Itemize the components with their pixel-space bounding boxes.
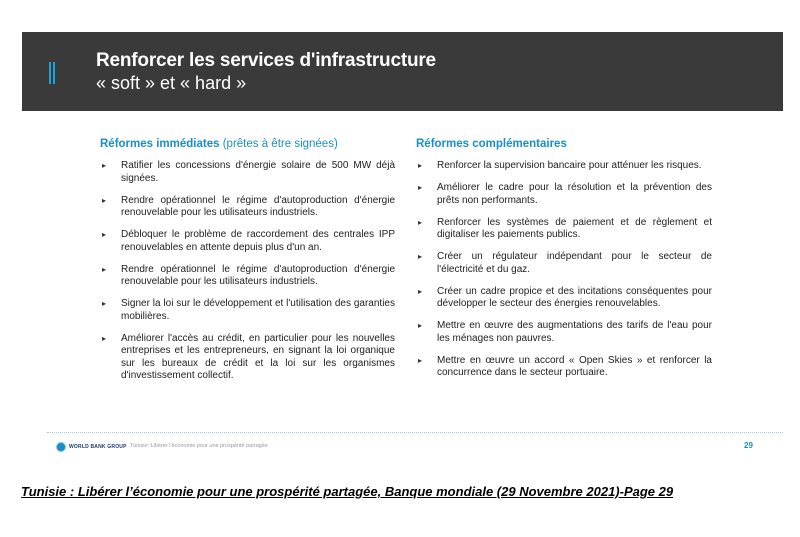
bullet-icon: ▸ xyxy=(102,333,107,343)
slide-subtitle: « soft » et « hard » xyxy=(96,73,247,93)
list-item xyxy=(416,320,712,345)
list-item xyxy=(100,264,395,289)
bullet-icon: ▸ xyxy=(418,252,423,261)
bullet-icon: ▸ xyxy=(102,299,107,308)
list-item-text: Créer un cadre propice et des incitations conséquentes pour développer le secteur des énergies renouvelables. xyxy=(437,285,712,309)
bullet-icon: ▸ xyxy=(102,264,107,274)
list-item-text: Rendre opérationnel le régime d'autoproduction d'énergie renouvelable pour les utilisateurs industriels. xyxy=(121,263,395,287)
list-item xyxy=(416,160,712,173)
list-item xyxy=(100,229,395,254)
immediate-reforms-list xyxy=(100,160,395,383)
list-item-text: Créer un régulateur indépendant pour le secteur de l'électricité et du gaz. xyxy=(437,251,712,275)
bullet-icon: ▸ xyxy=(418,286,423,296)
list-item-text: Améliorer l'accès au crédit, en particulier pour les nouvelles entreprises et les entrepreneurs, en signant la loi organique sur les bureaux de crédit et la loi sur les organismes d'investissement collectif. xyxy=(121,332,395,381)
list-item-text: Rendre opérationnel le régime d'autoproduction d'énergie renouvelable pour les utilisateurs industriels. xyxy=(121,194,395,218)
list-item xyxy=(416,182,712,207)
footer-divider xyxy=(47,432,783,433)
bullet-icon: ▸ xyxy=(102,195,107,205)
immediate-reforms-title-strong: Réformes immédiates xyxy=(100,138,220,150)
list-item xyxy=(100,298,395,323)
complementary-reforms-title-strong: Réformes complémentaires xyxy=(416,138,567,150)
bullet-icon: ▸ xyxy=(102,161,107,170)
immediate-reforms-title xyxy=(100,138,395,152)
complementary-reforms-title xyxy=(416,138,712,152)
list-item xyxy=(100,333,395,383)
list-item xyxy=(100,160,395,185)
bullet-icon: ▸ xyxy=(418,321,423,330)
header-accent-bar xyxy=(49,62,55,84)
source-caption: Tunisie : Libérer l’économie pour une prospérité partagée, Banque mondiale (29 Novembre 2021)-Page 29 xyxy=(21,484,674,499)
world-bank-logo xyxy=(56,441,127,453)
slide-title: Renforcer les services d'infrastructure xyxy=(96,50,436,71)
list-item xyxy=(100,195,395,220)
list-item-text: Signer la loi sur le développement et l'utilisation des garanties mobilières. xyxy=(121,298,395,322)
complementary-reforms-column xyxy=(416,138,712,389)
slide-header xyxy=(22,32,783,111)
bullet-icon: ▸ xyxy=(102,230,107,239)
list-item-text: Renforcer les systèmes de paiement et de règlement et digitaliser les paiements publics. xyxy=(437,216,712,240)
list-item-text: Mettre en œuvre des augmentations des tarifs de l'eau pour les ménages non pauvres. xyxy=(437,320,712,344)
logo-text: WORLD BANK GROUP xyxy=(69,444,127,450)
page-number: 29 xyxy=(744,441,753,450)
immediate-reforms-title-rest: (prêtes à être signées) xyxy=(219,138,338,150)
list-item xyxy=(416,355,712,380)
bullet-icon: ▸ xyxy=(418,183,423,192)
bullet-icon: ▸ xyxy=(418,217,423,227)
immediate-reforms-column xyxy=(100,138,395,392)
list-item xyxy=(416,286,712,311)
footer-text: Tunisie: Libérer l'économie pour une prospérité partagée xyxy=(130,443,268,449)
bullet-icon: ▸ xyxy=(418,355,423,365)
list-item-text: Mettre en œuvre un accord « Open Skies » et renforcer la concurrence dans le secteur portuaire. xyxy=(437,354,712,378)
list-item-text: Améliorer le cadre pour la résolution et la prévention des prêts non performants. xyxy=(437,182,712,206)
globe-icon xyxy=(56,442,66,452)
list-item-text: Renforcer la supervision bancaire pour atténuer les risques. xyxy=(437,160,702,171)
complementary-reforms-list xyxy=(416,160,712,380)
list-item-text: Débloquer le problème de raccordement des centrales IPP renouvelables en attente depuis plus d'un an. xyxy=(121,229,395,253)
list-item-text: Ratifier les concessions d'énergie solaire de 500 MW déjà signées. xyxy=(121,160,395,184)
bullet-icon: ▸ xyxy=(418,161,423,170)
list-item xyxy=(416,217,712,242)
list-item xyxy=(416,251,712,276)
